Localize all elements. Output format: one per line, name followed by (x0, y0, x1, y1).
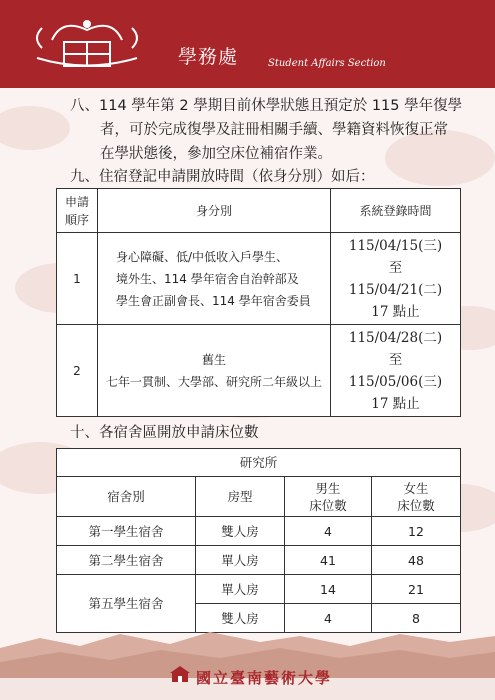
header-male-line-2: 床位數 (309, 497, 347, 513)
time-start: 115/04/28(二) (348, 329, 443, 346)
header-order-line-1: 申請 (64, 194, 89, 209)
header-banner (0, 0, 495, 88)
time-to: 至 (388, 351, 403, 368)
beds-table (56, 448, 461, 633)
footer-mountains (0, 628, 495, 700)
table-header-row (57, 189, 461, 233)
identity-line: 七年一貫制、大學部、研究所二年級以上 (105, 374, 322, 389)
header-room: 房型 (196, 477, 285, 517)
time-start: 115/04/15(三) (348, 237, 443, 254)
table-row (57, 546, 461, 575)
cell-room: 雙人房 (196, 604, 285, 633)
row-identity (98, 325, 331, 417)
item-nine-heading: 九、住宿登記申請開放時間（依身分別）如后： (70, 169, 375, 185)
cell-room: 雙人房 (196, 517, 285, 546)
cell-room: 單人房 (196, 575, 285, 604)
row-order: 2 (57, 325, 98, 417)
table-caption-row (57, 449, 461, 477)
cell-dorm: 第一學生宿舍 (57, 517, 196, 546)
table-header-row (57, 477, 461, 517)
header-time: 系統登錄時間 (331, 189, 461, 233)
cell-male: 41 (285, 546, 372, 575)
time-deadline: 17 點止 (371, 303, 420, 320)
cell-male: 4 (285, 517, 372, 546)
department-name-english: Student Affairs Section (268, 58, 386, 69)
cell-male: 4 (285, 604, 372, 633)
identity-line: 學生會正副會長、114 學年宿舍委員 (116, 293, 311, 308)
cell-room: 單人房 (196, 546, 285, 575)
header-order-line-2: 順序 (64, 212, 89, 227)
item-eight-line-3: 在學狀態後，參加空床位補宿作業。 (100, 146, 332, 162)
header-male-line-1: 男生 (315, 480, 341, 496)
header-dorm: 宿舍別 (57, 477, 196, 517)
header-identity: 身分別 (98, 189, 331, 233)
table-row (57, 325, 461, 417)
cell-female: 8 (372, 604, 461, 633)
row-identity (98, 233, 331, 325)
row-time (331, 233, 461, 325)
time-to: 至 (388, 259, 403, 276)
cell-dorm: 第五學生宿舍 (57, 575, 196, 633)
cell-male: 14 (285, 575, 372, 604)
header-order (57, 189, 98, 233)
time-end: 115/05/06(三) (348, 373, 443, 390)
schedule-table (56, 188, 461, 417)
header-female-line-1: 女生 (403, 480, 429, 496)
university-emblem-icon (22, 10, 152, 78)
time-deadline: 17 點止 (371, 395, 420, 412)
identity-line: 身心障礙、低/中低收入戶學生、 (116, 249, 289, 264)
university-logo-icon (170, 666, 190, 684)
identity-line: 舊生 (201, 352, 226, 367)
table-caption: 研究所 (57, 449, 461, 477)
department-name: 學務處 (178, 46, 239, 68)
time-end: 115/04/21(二) (348, 281, 443, 298)
item-ten-heading: 十、各宿舍區開放申請床位數 (70, 425, 259, 441)
item-eight-line-1: 八、114 學年第 2 學期目前休學狀態且預定於 115 學年復學 (70, 98, 463, 114)
table-row (57, 575, 461, 604)
item-eight-line-2: 者，可於完成復學及註冊相關手續、學籍資料恢復正常 (100, 122, 448, 138)
header-male (285, 477, 372, 517)
header-female (372, 477, 461, 517)
cell-female: 48 (372, 546, 461, 575)
table-row (57, 233, 461, 325)
cell-dorm: 第二學生宿舍 (57, 546, 196, 575)
university-name: 國立臺南藝術大學 (196, 669, 333, 687)
table-row (57, 517, 461, 546)
row-time (331, 325, 461, 417)
cell-female: 21 (372, 575, 461, 604)
header-female-line-2: 床位數 (397, 497, 435, 513)
identity-line: 境外生、114 學年宿舍自治幹部及 (116, 271, 299, 286)
cell-female: 12 (372, 517, 461, 546)
row-order: 1 (57, 233, 98, 325)
